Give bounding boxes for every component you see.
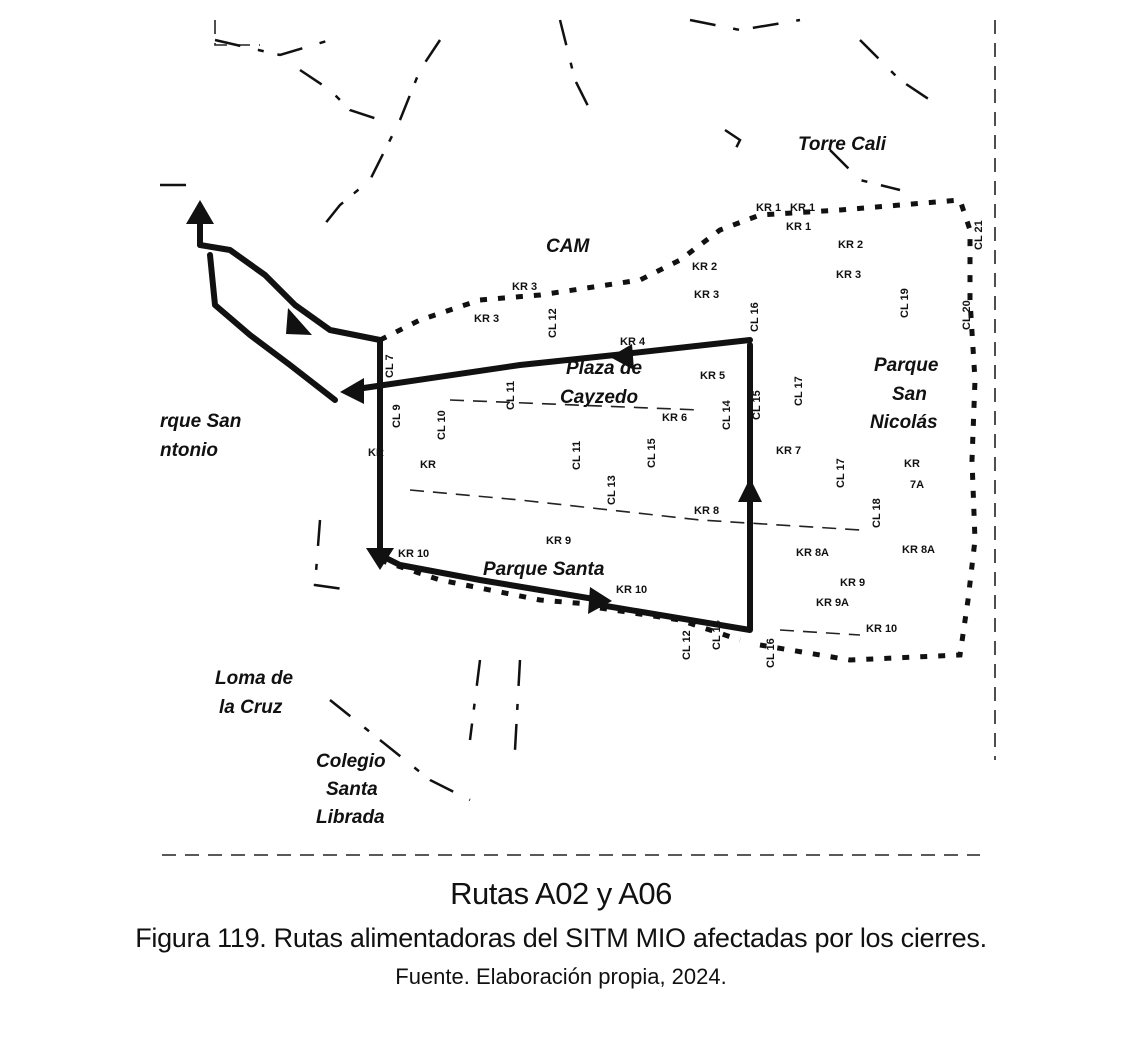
street-cl9: CL 9 xyxy=(391,404,403,428)
street-cl12b: CL 12 xyxy=(681,630,693,660)
street-kr-left: KR xyxy=(368,447,384,459)
street-kr3: KR 3 xyxy=(836,269,862,281)
label-parque-san-antonio-line2: ntonio xyxy=(160,440,219,461)
label-loma-cruz-line1: Loma de xyxy=(215,668,294,689)
street-cl16b: CL 16 xyxy=(765,638,777,668)
label-colegio-line2: Santa xyxy=(326,779,378,800)
street-cl21: CL 21 xyxy=(973,220,985,250)
street-kr4: KR 4 xyxy=(620,336,646,348)
arrow-up-icon xyxy=(186,200,214,224)
street-kr-left2: KR xyxy=(420,459,436,471)
place-labels xyxy=(160,134,939,828)
street-labels xyxy=(368,202,985,668)
label-parque-santander: Parque Santa xyxy=(483,559,605,580)
street-cl10: CL 10 xyxy=(436,410,448,440)
street-kr9a: KR 9A xyxy=(816,597,850,609)
street-kr8a: KR 8A xyxy=(796,547,830,559)
label-plaza-cayzedo-line2: Cayzedo xyxy=(560,387,639,408)
street-kr5: KR 5 xyxy=(700,370,726,382)
street-cl16: CL 16 xyxy=(749,302,761,332)
street-kr3b: KR 3 xyxy=(694,289,720,301)
street-kr3d: KR 3 xyxy=(474,313,500,325)
street-cl17a: CL 17 xyxy=(793,376,805,406)
street-cl18: CL 18 xyxy=(871,498,883,528)
street-kr10b: KR 10 xyxy=(616,584,648,596)
figure-caption: Figura 119. Rutas alimentadoras del SITM MIO afectadas por los cierres. xyxy=(135,923,987,953)
street-cl14: CL 14 xyxy=(721,400,733,430)
street-kr7a-1: KR xyxy=(904,458,920,470)
label-parque-san-antonio-line1: rque San xyxy=(160,411,242,432)
street-cl14b: CL 14 xyxy=(711,620,723,650)
label-cam: CAM xyxy=(546,236,590,257)
label-colegio-line3: Librada xyxy=(316,807,385,828)
label-loma-cruz-line2: la Cruz xyxy=(219,697,283,718)
label-plaza-cayzedo-line1: Plaza de xyxy=(566,358,643,379)
street-cl19: CL 19 xyxy=(899,288,911,318)
caption xyxy=(0,872,1122,994)
street-kr2: KR 2 xyxy=(838,239,864,251)
street-kr9: KR 9 xyxy=(546,535,572,547)
source-note: Fuente. Elaboración propia, 2024. xyxy=(395,964,727,989)
street-cl15a: CL 15 xyxy=(646,438,658,468)
street-lines xyxy=(410,400,860,635)
street-cl7: CL 7 xyxy=(384,354,396,378)
street-cl15: CL 15 xyxy=(751,390,763,420)
street-kr1: KR 1 xyxy=(756,202,782,214)
arrow-up-icon xyxy=(738,478,762,502)
label-parque-san-nicolas-line2: San xyxy=(892,384,927,405)
street-cl13: CL 11 xyxy=(571,440,583,470)
arrow-left-icon xyxy=(340,378,364,404)
street-cl13b: CL 13 xyxy=(606,475,618,505)
street-kr1c: KR 1 xyxy=(786,221,812,233)
label-parque-san-nicolas-line3: Nicolás xyxy=(870,412,938,433)
street-kr3c: KR 3 xyxy=(512,281,538,293)
label-parque-san-nicolas-line1: Parque xyxy=(874,355,939,376)
street-kr10: KR 10 xyxy=(398,548,430,560)
street-cl11: CL 11 xyxy=(505,380,517,410)
street-kr2b: KR 2 xyxy=(692,261,718,273)
label-torre-cali: Torre Cali xyxy=(798,134,886,155)
street-cl17: CL 17 xyxy=(835,458,847,488)
street-kr8a-2: KR 8A xyxy=(902,544,936,556)
street-kr1b: KR 1 xyxy=(790,202,816,214)
street-kr7a-2: 7A xyxy=(910,479,925,491)
street-cl20: CL 20 xyxy=(961,300,973,330)
map-title: Rutas A02 y A06 xyxy=(450,876,672,911)
label-colegio-line1: Colegio xyxy=(316,751,386,772)
street-kr8: KR 8 xyxy=(694,505,720,517)
street-cl12: CL 12 xyxy=(547,308,559,338)
street-kr6: KR 6 xyxy=(662,412,688,424)
street-kr10c: KR 10 xyxy=(866,623,898,635)
street-kr9b: KR 9 xyxy=(840,577,866,589)
street-kr7: KR 7 xyxy=(776,445,802,457)
